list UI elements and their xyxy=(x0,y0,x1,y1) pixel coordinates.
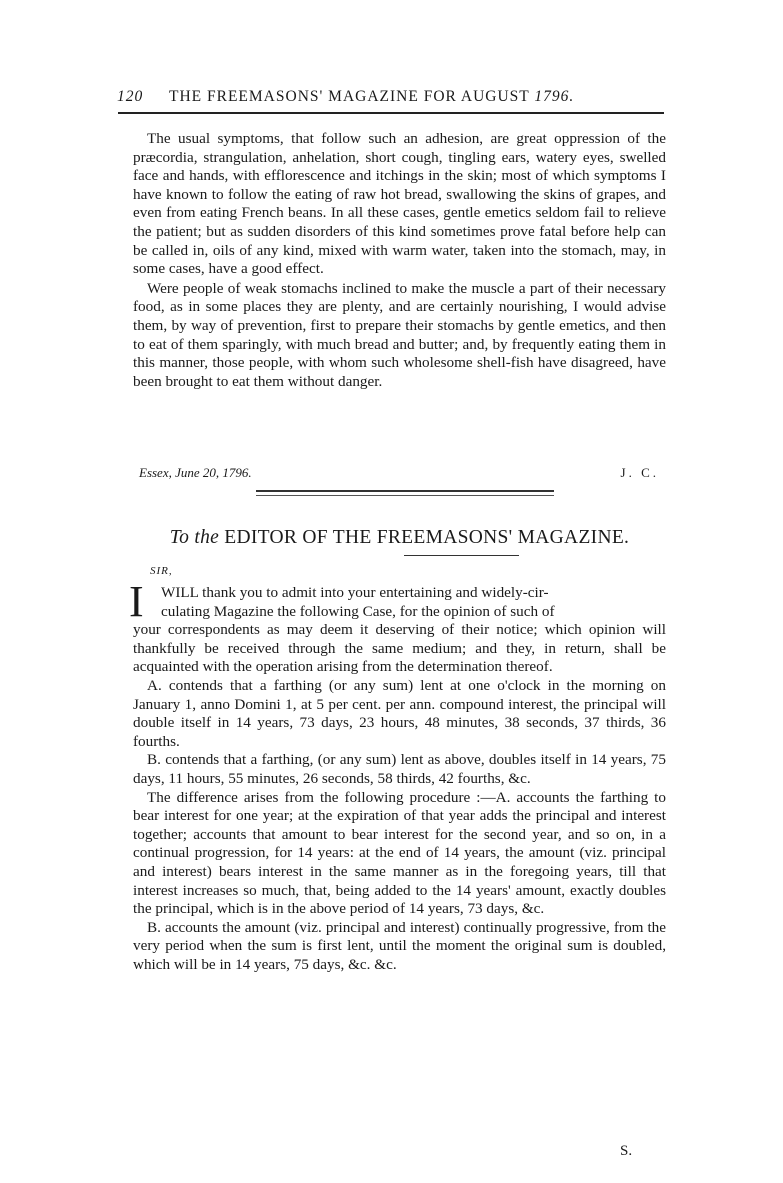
letter-one-signoff xyxy=(139,465,659,481)
letter-two-paragraph-4: The difference arises from the following procedure :—A. accounts the farthing to bear interest for one year; at the expiration of that year adds the principal and interest together; accounts that amount to bear interest for the second year, and so on, in a continual progression, for 14 years: at the end of 14 years, the amount (viz. principal and interest) bears interest in the same manner as in the foregoing years, till that interest increases so much, that, being added to the 14 years' amount, exactly doubles the principal, which is in the above period of 14 years, 73 days, &c. xyxy=(133,788,666,918)
running-header xyxy=(117,88,647,106)
section-divider-thin xyxy=(256,495,554,496)
letter-one-paragraph-1: The usual symptoms, that follow such an adhesion, are great oppression of the præcordia, strangulation, anhelation, short cough, tingling ears, watery eyes, swelled face and hands, with efflorescence and itchings in the skin; most of which symptoms I have known to follow the eating of raw hot bread, swallowing the skins of grapes, and even from eating French beans. In all these cases, gentle emetics seldom fail to relieve the patient; but as sudden disorders of this kind sometimes prove fatal before help can be called in, oils of any kind, mixed with warm water, taken into the stomach, may, in some cases, have a good effect. xyxy=(133,130,666,278)
letter-two-paragraph-3: B. contends that a farthing, (or any sum) lent as above, doubles itself in 14 years, 75 days, 11 hours, 55 minutes, 26 seconds, 58 thirds, 42 fourths, &c. xyxy=(133,751,666,787)
opening-line-1: WILL thank you to admit into your entertaining and widely-cir- xyxy=(161,584,549,601)
page-number: 120 xyxy=(117,88,144,105)
author-initials: J. C. xyxy=(620,465,659,480)
opening-lines xyxy=(161,584,666,621)
letter-one xyxy=(133,130,666,391)
section-divider xyxy=(256,490,554,492)
title-rule xyxy=(404,555,519,556)
salutation: SIR, xyxy=(150,565,173,577)
letter-two-paragraph-5: B. accounts the amount (viz. principal and interest) continually progressive, from the very period when the sum is first lent, until the moment the original sum is doubled, which will be in 14 years, 75 days, &c. &c. xyxy=(133,918,666,973)
letter-one-paragraph-2: Were people of weak stomachs inclined to make the muscle a part of their necessary food, as in some places they are plenty, and are certainly nourishing, I would advise them, by way of prevention, first to prepare their stomachs by gentle emetics, and then to eat of them sparingly, with much bread and butter; and, by frequently eating them in this manner, those people, with whom such wholesome shell-fish have disagreed, have been brought to eat them without danger. xyxy=(133,279,666,390)
letter-two-paragraph-1: your correspondents as may deem it deserving of their notice; which opinion will thankfully be received through the same medium; and they, in return, shall be acquainted with the operation arising from the determination thereof. xyxy=(133,621,666,676)
opening-line-2: culating Magazine the following Case, for the opinion of such of xyxy=(161,602,555,620)
header-rule xyxy=(118,112,664,114)
opening-continuation xyxy=(133,621,666,677)
title-prefix: To the xyxy=(169,527,220,548)
letter-two-title xyxy=(133,527,666,549)
place-date: Essex, June 20, 1796. xyxy=(139,465,252,480)
letter-two xyxy=(133,584,666,974)
letter-two-signature: S. xyxy=(620,1143,633,1159)
running-title: THE FREEMASONS' MAGAZINE FOR AUGUST xyxy=(169,88,530,105)
drop-cap: I xyxy=(129,577,144,626)
header-year: 1796. xyxy=(534,88,575,105)
title-main: EDITOR OF THE FREEMASONS' MAGAZINE. xyxy=(224,527,630,548)
letter-two-paragraph-2: A. contends that a farthing (or any sum) lent at one o'clock in the morning on January 1, anno Domini 1, at 5 per cent. per ann. compound interest, the principal will double itself in 14 years, 73 days, 23 hours, 48 minutes, 38 seconds, 37 thirds, 36 fourths. xyxy=(133,676,666,750)
